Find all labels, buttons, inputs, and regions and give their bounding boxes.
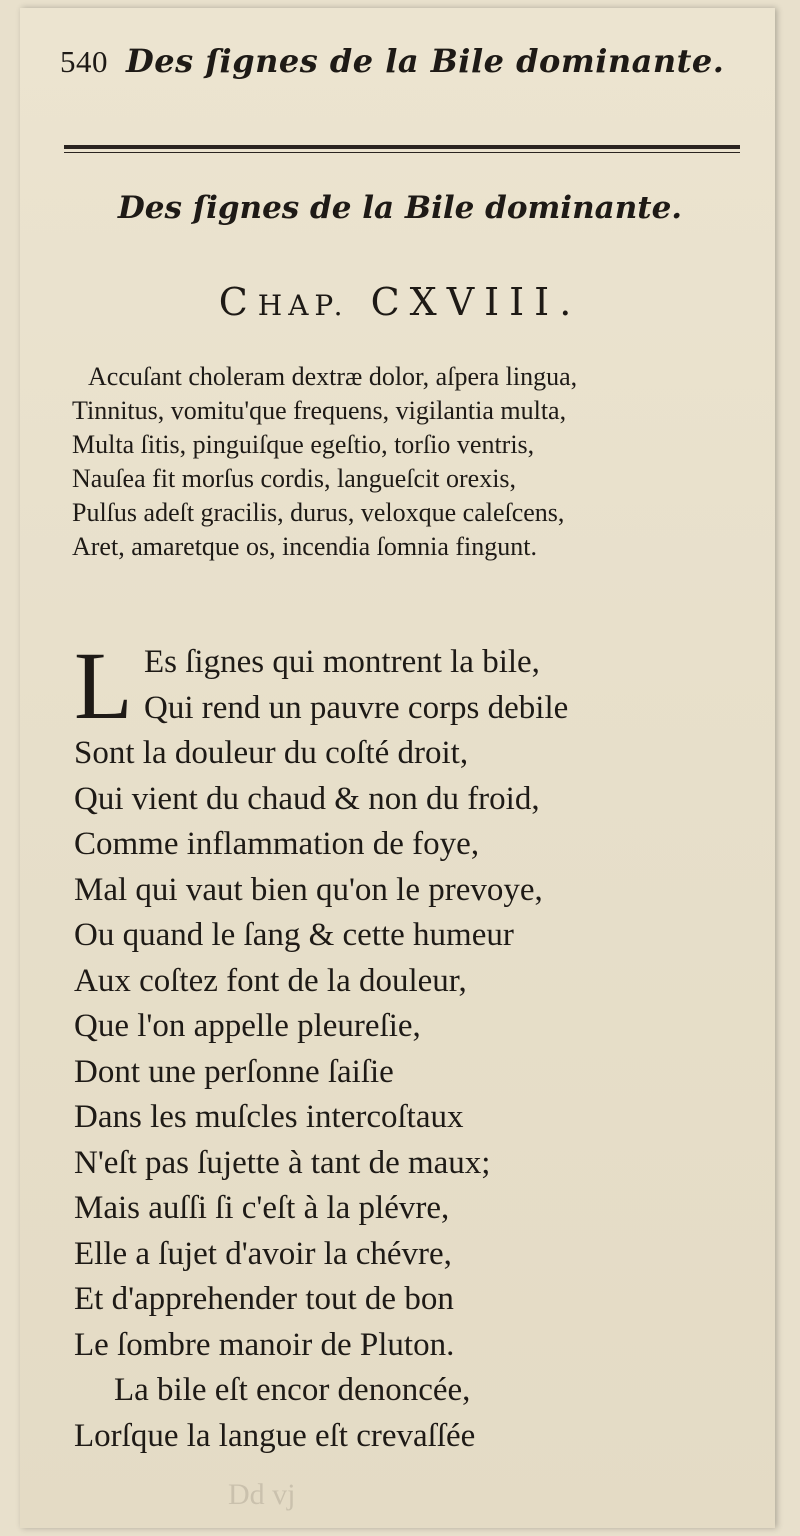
page-header xyxy=(60,42,724,80)
running-head: Des ſignes de la Bile dominante. xyxy=(126,42,725,80)
french-poem xyxy=(74,632,774,1459)
poem-line: Dont une perſonne ſaiſie xyxy=(74,1053,394,1090)
poem-line: Dans les muſcles intercoſtaux xyxy=(74,1099,464,1135)
latin-line: Pulſus adeſt gracilis, durus, veloxque caleſcens, xyxy=(72,498,565,527)
chapter-heading xyxy=(0,280,800,324)
chapter-label-rest: HAP. xyxy=(257,289,349,322)
drop-cap: L xyxy=(74,632,133,739)
poem-line: Qui rend un pauvre corps debile xyxy=(144,689,569,726)
latin-line: Multa ſitis, pinguiſque egeſtio, torſio ventris, xyxy=(72,430,535,459)
poem-line: Comme inflammation de foye, xyxy=(74,826,480,862)
poem-line: Le ſombre manoir de Pluton. xyxy=(74,1326,455,1363)
poem-line: Lorſque la langue eſt crevaſſée xyxy=(74,1417,476,1454)
header-rule-thick xyxy=(64,145,740,149)
poem-line: Mais auſſi ſi c'eſt à la plévre, xyxy=(74,1190,450,1226)
header-rule-thin xyxy=(64,152,740,153)
section-title: Des ſignes de la Bile dominante. xyxy=(117,190,683,226)
latin-line: Tinnitus, vomitu'que frequens, vigilantia multa, xyxy=(72,396,567,425)
poem-line: Es ſignes qui montrent la bile, xyxy=(144,644,540,680)
poem-line-indented: La bile eſt encor denoncée, xyxy=(114,1372,471,1408)
latin-verse xyxy=(72,360,772,564)
poem-line: Et d'apprehender tout de bon xyxy=(74,1281,454,1317)
chapter-label-initial: C xyxy=(218,280,258,324)
page-number: 540 xyxy=(60,44,108,79)
poem-line: Elle a ſujet d'avoir la chévre, xyxy=(74,1235,452,1272)
signature-mark: Dd vj xyxy=(228,1478,296,1511)
chapter-number: CXVIII. xyxy=(370,280,582,324)
latin-line: Aret, amaretque os, incendia ſomnia fingunt. xyxy=(72,532,537,561)
poem-line: Aux coſtez font de la douleur, xyxy=(74,962,467,999)
latin-line: Accuſant choleram dextræ dolor, aſpera lingua, xyxy=(88,362,578,391)
latin-line: Nauſea fit morſus cordis, langueſcit orexis, xyxy=(72,464,517,493)
poem-line: Que l'on appelle pleureſie, xyxy=(74,1008,421,1044)
poem-line: Sont la douleur du coſté droit, xyxy=(74,735,469,771)
poem-line: Ou quand le ſang & cette humeur xyxy=(74,917,514,953)
poem-line: N'eſt pas ſujette à tant de maux; xyxy=(74,1144,491,1181)
poem-line: Mal qui vaut bien qu'on le prevoye, xyxy=(74,871,543,908)
poem-line: Qui vient du chaud & non du froid, xyxy=(74,780,540,817)
